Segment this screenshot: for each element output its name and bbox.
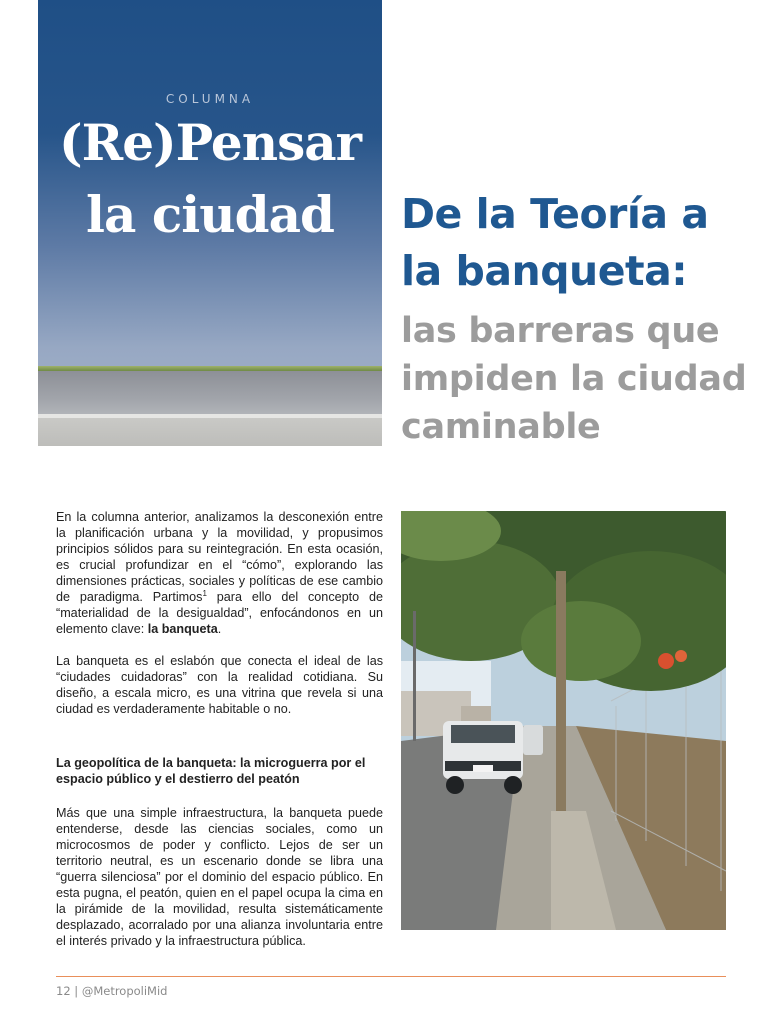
column-title-line2: la ciudad (86, 185, 334, 244)
headline-line2: la banqueta: (401, 247, 688, 295)
footnote-marker: 1 (202, 588, 207, 598)
column-header-graphic (38, 0, 382, 446)
column-title-line1: (Re)Pensar (59, 113, 361, 172)
subhead-line2: impiden la ciudad (401, 359, 747, 399)
page-footer: 12 | @MetropoliMid (56, 984, 168, 998)
paragraph-3: Más que una simple infraestructura, la banqueta puede entenderse, desde las ciencias sociales, como un microcosmos de poder y conflicto. Lejos de ser un territorio neutral, es un escenario donde se libra una “guerra silenciosa” por el dominio del espacio público. En esta pugna, el peatón, quien en el papel ocupa la cima en la pirámide de la movilidad, resulta sistemáticamente desplazado, acorralado por una alianza involuntaria entre el interés privado y la infraestructura pública. (56, 806, 383, 948)
article-body (56, 509, 383, 965)
subhead-line1: las barreras que (401, 311, 720, 351)
sidewalk-strip (38, 418, 382, 446)
section-heading: La geopolítica de la banqueta: la microguerra por el espacio público y el destierro del peatón (56, 756, 366, 786)
emphasis-banqueta: la banqueta (147, 622, 218, 636)
paragraph-1-text-cont: para ello del concepto de “materialidad de la desigualdad”, enfocándonos en un elemento clave: (56, 590, 384, 636)
street-photo-illustration (401, 511, 726, 930)
paragraph-2: La banqueta es el eslabón que conecta el ideal de las “ciudades cuidadoras” con la realidad cotidiana. Su diseño, a escala micro, es una vitrina que revela si una ciudad es verdaderamente habitable o no. (56, 654, 383, 716)
paragraph-1-end: . (217, 622, 222, 636)
headline-line1: De la Teoría a (401, 190, 709, 238)
footer-rule (56, 976, 726, 977)
road-strip (38, 371, 382, 419)
article-subheadline (401, 307, 771, 451)
street-photo (401, 511, 726, 930)
article-headline (401, 186, 771, 300)
paragraph-1 (56, 509, 383, 637)
paragraph-1-text: En la columna anterior, analizamos la desconexión entre la planificación urbana y la movilidad, y propusimos principios sólidos para su reintegración. En esta ocasión, es crucial profundizar en el “cómo”, explorando las dimensiones prácticas, sociales y políticas de ese cambio de paradigma. Partimos (56, 510, 383, 604)
column-kicker: COLUMNA (165, 92, 255, 106)
subhead-line3: caminable (401, 407, 601, 447)
